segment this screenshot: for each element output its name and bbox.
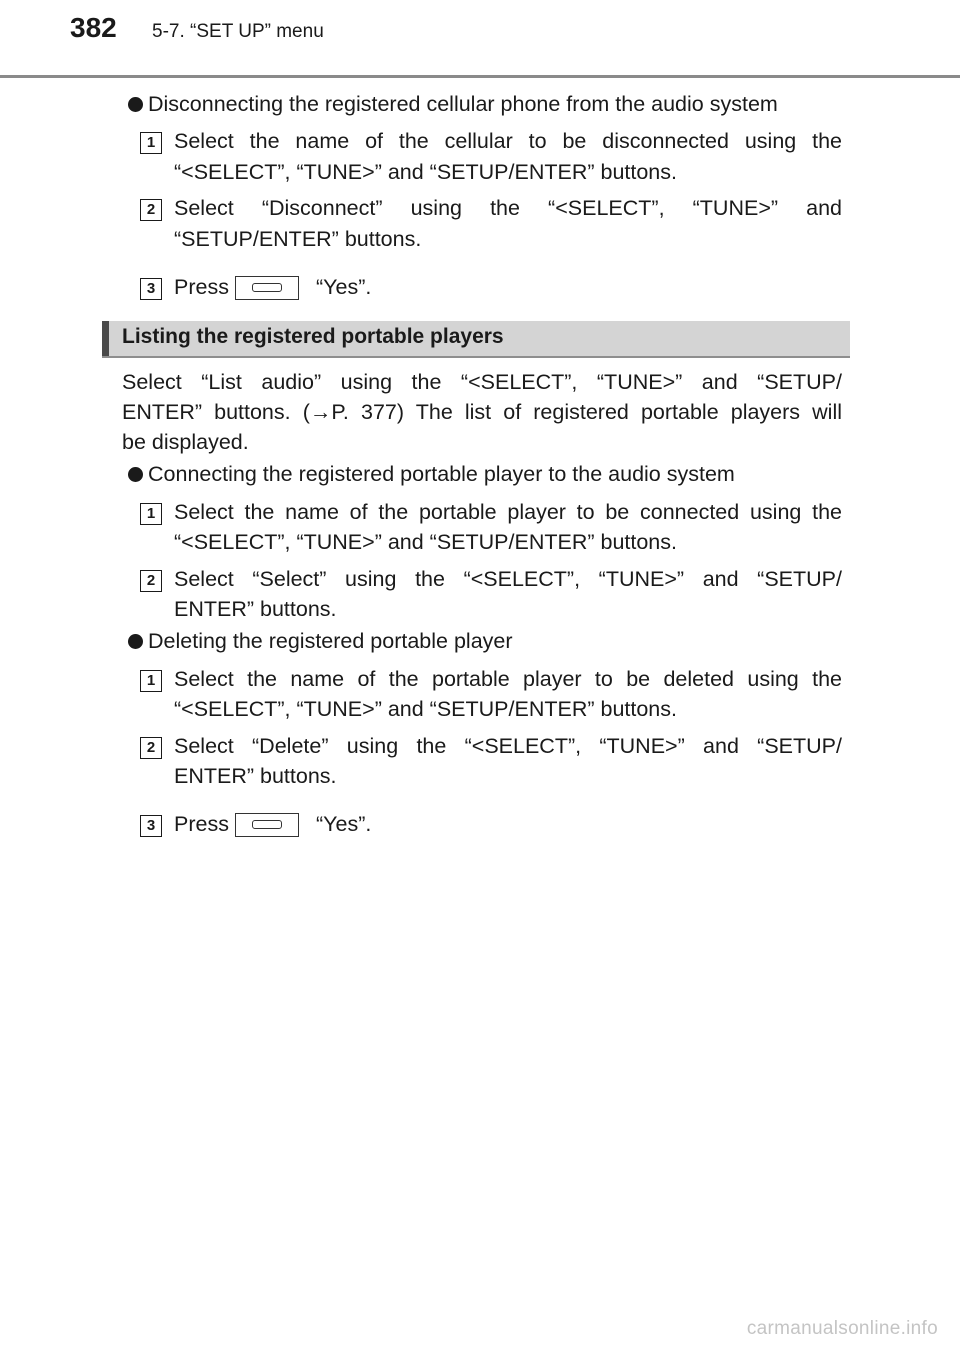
step-number-badge: 1 (140, 132, 162, 154)
step-text: Select the name of the cellular to be disconnected using the (174, 129, 842, 153)
paragraph-text: be displayed. (122, 430, 249, 454)
connect-heading: Connecting the registered portable player to the audio system (148, 462, 735, 486)
step-text: “Yes”. (316, 812, 372, 836)
step-text: “<SELECT”, “TUNE>” and “SETUP/ENTER” buttons. (174, 530, 677, 554)
step-text: ENTER” buttons. (174, 764, 337, 788)
delete-heading: Deleting the registered portable player (148, 629, 513, 653)
step-text: Press (174, 812, 229, 836)
button-icon (235, 813, 299, 837)
section-header (102, 321, 850, 358)
page-number: 382 (70, 12, 117, 43)
step-number-badge: 3 (140, 278, 162, 300)
section-title: Listing the registered portable players (122, 325, 504, 348)
chapter-title: 5-7. “SET UP” menu (152, 21, 324, 42)
step-text: Select the name of the portable player to be deleted using the (174, 667, 842, 691)
step-number-badge: 2 (140, 199, 162, 221)
bullet-icon (128, 467, 143, 482)
step-text: ENTER” buttons. (174, 597, 337, 621)
bullet-icon (128, 97, 143, 112)
step-number-badge: 1 (140, 670, 162, 692)
step-text: Select the name of the portable player to be connected using the (174, 500, 842, 524)
button-icon (235, 276, 299, 300)
step-text: Press (174, 275, 229, 299)
step-number-badge: 3 (140, 815, 162, 837)
step-text: “Yes”. (316, 275, 372, 299)
disconnect-heading: Disconnecting the registered cellular phone from the audio system (148, 92, 778, 116)
step-number-badge: 1 (140, 503, 162, 525)
paragraph-text: Select “List audio” using the “<SELECT”, “TUNE>” and “SETUP/ (122, 370, 842, 394)
step-text: Select “Select” using the “<SELECT”, “TUNE>” and “SETUP/ (174, 567, 842, 591)
paragraph-text: ENTER” buttons. (→P. 377) The list of registered portable players will (122, 400, 842, 424)
step-text: “<SELECT”, “TUNE>” and “SETUP/ENTER” buttons. (174, 697, 677, 721)
bullet-icon (128, 634, 143, 649)
step-text: “SETUP/ENTER” buttons. (174, 227, 422, 251)
header-divider (0, 75, 960, 78)
step-text: “<SELECT”, “TUNE>” and “SETUP/ENTER” buttons. (174, 160, 677, 184)
watermark: carmanualsonline.info (746, 1318, 938, 1339)
step-number-badge: 2 (140, 570, 162, 592)
step-number-badge: 2 (140, 737, 162, 759)
step-text: Select “Delete” using the “<SELECT”, “TUNE>” and “SETUP/ (174, 734, 842, 758)
step-text: Select “Disconnect” using the “<SELECT”, “TUNE>” and (174, 196, 842, 220)
